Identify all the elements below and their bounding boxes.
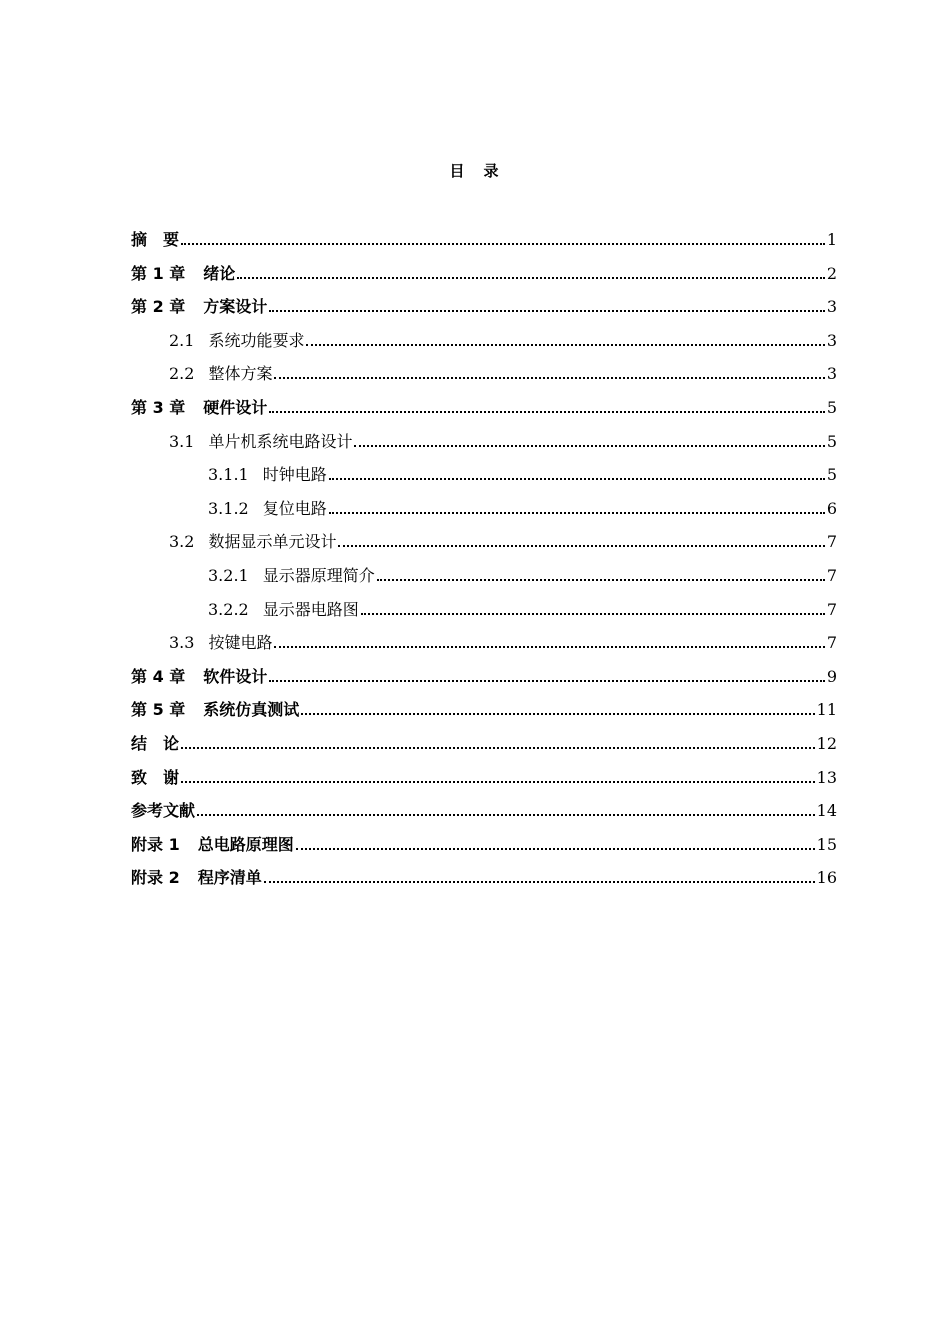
toc-entry[interactable]: [131, 327, 837, 361]
toc-dot-leader: [306, 344, 824, 346]
toc-entry-page-number: 7: [826, 532, 837, 552]
toc-entry-label: 整体方案: [208, 364, 273, 384]
toc-entry-number: 第 2 章: [131, 297, 186, 317]
toc-dot-leader: [197, 814, 815, 816]
toc-dot-leader: [361, 613, 825, 615]
toc-entry[interactable]: [131, 629, 837, 663]
toc-title: 目 录: [449, 162, 501, 180]
toc-entry-page-number: 3: [826, 364, 837, 384]
toc-entry-label: 时钟电路: [262, 465, 327, 485]
toc-dot-leader: [181, 243, 825, 245]
toc-dot-leader: [181, 747, 815, 749]
toc-entry-page-number: 12: [816, 733, 837, 753]
toc-entry-page-number: 9: [826, 666, 837, 686]
toc-entry-page-number: 1: [826, 230, 837, 249]
toc-entry[interactable]: [131, 831, 837, 865]
toc-entry-number: 2.2: [169, 364, 195, 384]
toc-entry[interactable]: [131, 730, 837, 764]
toc-entry-page-number: 7: [826, 599, 837, 619]
toc-entry[interactable]: [131, 293, 837, 327]
toc-dot-leader: [301, 713, 814, 715]
toc-dot-leader: [329, 512, 825, 514]
toc-dot-leader: [269, 411, 825, 413]
toc-entry-label: 软件设计: [203, 666, 268, 686]
toc-entry-label: 参考文献: [131, 801, 196, 821]
toc-entry[interactable]: [131, 461, 837, 495]
toc-dot-leader: [269, 680, 825, 682]
toc-entry-number: 第 1 章: [131, 263, 186, 283]
toc-entry-number: 第 5 章: [131, 700, 186, 720]
toc-entry[interactable]: [131, 696, 837, 730]
toc-entry[interactable]: [131, 663, 837, 697]
toc-entry[interactable]: [131, 596, 837, 630]
toc-entry[interactable]: [131, 864, 837, 898]
toc-entry-number: 2.1: [169, 330, 195, 350]
toc-entry-label: 单片机系统电路设计: [208, 431, 353, 451]
toc-dot-leader: [354, 445, 824, 447]
toc-entry-number: 附录 1: [131, 834, 180, 854]
toc-entry-number: 3.1.1: [208, 465, 249, 485]
toc-dot-leader: [377, 579, 825, 581]
toc-entry-label: 显示器原理简介: [262, 565, 375, 585]
toc-entry[interactable]: [131, 797, 837, 831]
toc-entry-label: 复位电路: [262, 498, 327, 518]
toc-entry-label: 摘 要: [131, 230, 180, 249]
toc-entry-number: 附录 2: [131, 868, 180, 888]
toc-entry[interactable]: [131, 226, 837, 260]
toc-dot-leader: [269, 310, 825, 312]
toc-entry[interactable]: [131, 360, 837, 394]
toc-entry-page-number: 5: [826, 397, 837, 417]
toc-entry-label: 结 论: [131, 733, 180, 753]
toc-entry-label: 程序清单: [197, 868, 262, 888]
toc-entry-page-number: 13: [816, 767, 837, 787]
toc-entry-page-number: 11: [816, 700, 837, 720]
toc-entry-number: 3.3: [169, 633, 195, 653]
toc-entry-label: 绪论: [203, 263, 236, 283]
toc-entry-page-number: 5: [826, 431, 837, 451]
toc-entry-page-number: 14: [816, 801, 837, 821]
toc-entry-number: 3.1.2: [208, 498, 249, 518]
toc-dot-leader: [338, 545, 824, 547]
toc-entry[interactable]: [131, 562, 837, 596]
toc-entry-number: 第 3 章: [131, 397, 186, 417]
toc-dot-leader: [237, 277, 825, 279]
toc-dot-leader: [264, 881, 815, 883]
toc-dot-leader: [329, 478, 825, 480]
toc-entry-number: 3.2.1: [208, 565, 249, 585]
toc-entry-label: 方案设计: [203, 297, 268, 317]
toc-list: [131, 226, 837, 898]
toc-entry-label: 总电路原理图: [197, 834, 294, 854]
toc-entry-page-number: 6: [826, 498, 837, 518]
toc-entry[interactable]: [131, 394, 837, 428]
toc-entry-number: 第 4 章: [131, 666, 186, 686]
toc-dot-leader: [274, 377, 824, 379]
toc-entry-page-number: 7: [826, 565, 837, 585]
toc-entry-number: 3.1: [169, 431, 195, 451]
toc-entry-label: 数据显示单元设计: [208, 532, 337, 552]
toc-entry-label: 显示器电路图: [262, 599, 359, 619]
toc-entry-page-number: 2: [826, 263, 837, 283]
toc-entry[interactable]: [131, 428, 837, 462]
toc-entry-page-number: 7: [826, 633, 837, 653]
toc-entry-page-number: 5: [826, 465, 837, 485]
toc-entry[interactable]: [131, 495, 837, 529]
toc-entry[interactable]: [131, 764, 837, 798]
toc-entry-label: 致 谢: [131, 767, 180, 787]
toc-entry-page-number: 3: [826, 330, 837, 350]
toc-dot-leader: [181, 781, 815, 783]
toc-entry-label: 系统仿真测试: [203, 700, 300, 720]
toc-entry-label: 硬件设计: [203, 397, 268, 417]
toc-entry-page-number: 15: [816, 834, 837, 854]
toc-entry-number: 3.2.2: [208, 599, 249, 619]
toc-entry-label: 系统功能要求: [208, 330, 305, 350]
toc-dot-leader: [274, 646, 824, 648]
toc-entry-number: 3.2: [169, 532, 195, 552]
toc-dot-leader: [296, 848, 815, 850]
toc-entry-page-number: 16: [816, 868, 837, 888]
toc-entry[interactable]: [131, 260, 837, 294]
toc-entry[interactable]: [131, 528, 837, 562]
toc-entry-label: 按键电路: [208, 633, 273, 653]
toc-entry-page-number: 3: [826, 297, 837, 317]
